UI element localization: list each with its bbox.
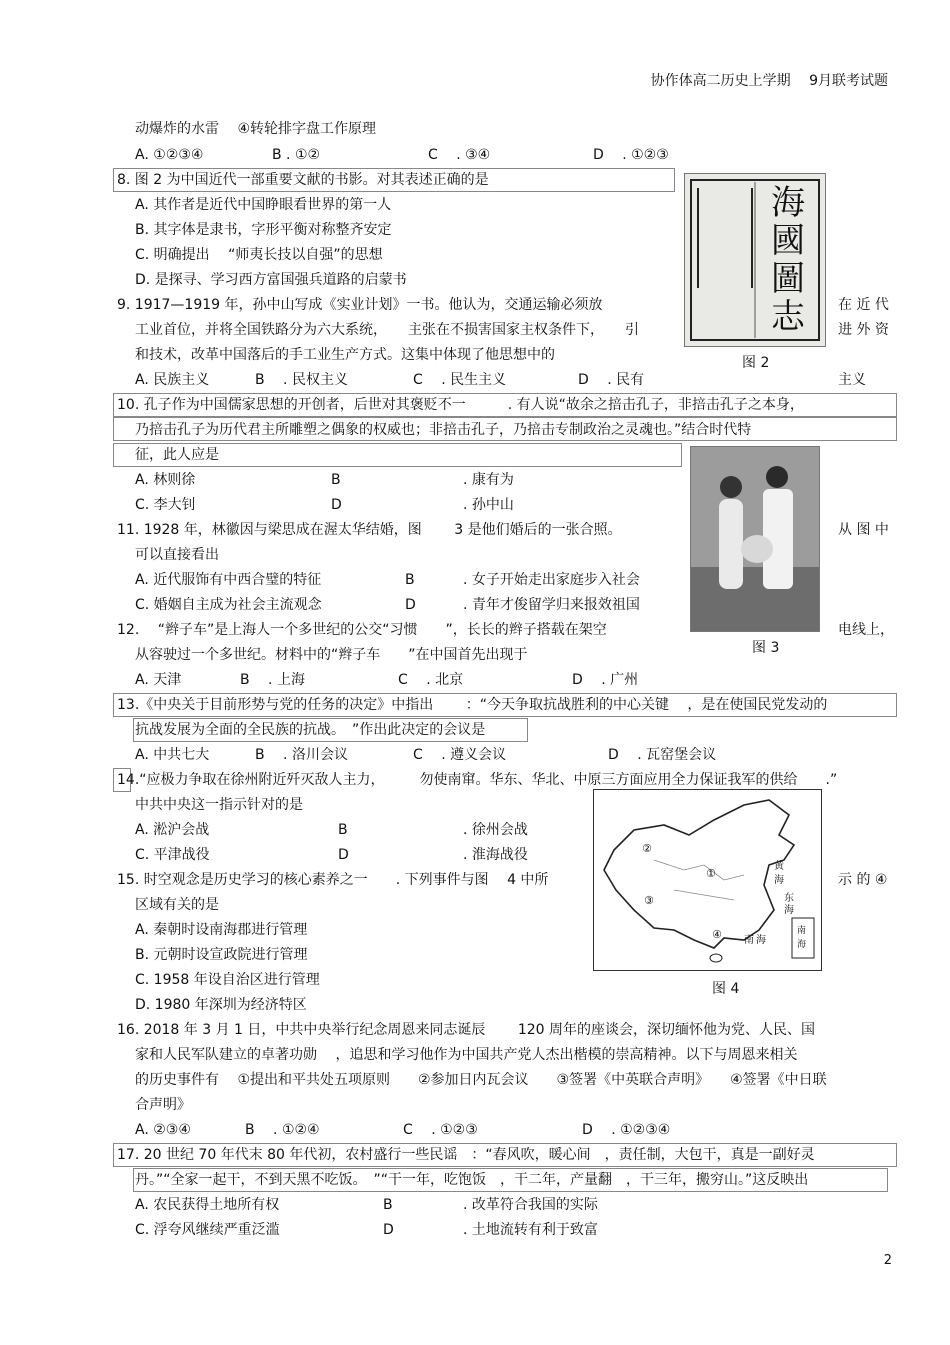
page-number: 2 [883, 1253, 892, 1268]
text-line: 合声明》 [135, 1097, 191, 1113]
text-line: B . 民权主义 [255, 372, 348, 388]
text-line: 示 的 ④ [838, 872, 888, 888]
figure-4-china-map [593, 789, 822, 971]
text-line: B [405, 572, 415, 588]
text-line: C . ①②③ [403, 1122, 478, 1138]
figure-2-caption: 图 2 [742, 355, 770, 371]
text-line: D . ①②③④ [582, 1122, 671, 1138]
text-line: 16. 2018 年 3 月 1 日，中共中央举行纪念周恩来同志诞辰 120 周年的座谈会，深切缅怀他为党、人民、国 [117, 1022, 816, 1038]
text-line: D . 民有 [578, 372, 645, 388]
text-line: 电线上， [838, 622, 894, 638]
map-marker-3: ③ [644, 894, 654, 907]
text-line: A. ②③④ [135, 1122, 191, 1138]
text-line: A. 农民获得土地所有权 [135, 1197, 280, 1213]
text-line: D. 1980 年深圳为经济特区 [135, 997, 307, 1013]
text-line: . 康有为 [463, 472, 514, 488]
text-line: 8. 图 2 为中国近代一部重要文献的书影。对其表述正确的是 [117, 172, 489, 188]
text-line: C. 浮夸风继续严重泛滥 [135, 1222, 280, 1238]
wedding-photo [691, 447, 819, 631]
figure-2-book-cover [684, 173, 826, 347]
text-line: D [338, 847, 349, 863]
sea-label-inset-2: 海 [797, 940, 807, 950]
text-line: C. 明确提出 “师夷长技以自强”的思想 [135, 247, 383, 263]
text-line: C. 李大钊 [135, 497, 196, 513]
text-line: 工业首位，并将全国铁路分为六大系统， 主张在不损害国家主权条件下， 引 [135, 322, 639, 338]
sea-label-east-1: 东 [784, 893, 794, 904]
text-line: 丹。”“全家一起干，不到天黑不吃饭。 ”“干一年，吃饱饭 ，干二年，产量翻 ，干三年，搬穷山。”这反映出 [135, 1172, 809, 1188]
text-line: D [383, 1222, 394, 1238]
text-line: B . ①② [272, 147, 321, 163]
text-line: A. 中共七大 [135, 747, 210, 763]
text-line: 在 近 代 [838, 297, 889, 313]
text-line: . 孙中山 [463, 497, 514, 513]
text-line: B . ①②④ [245, 1122, 320, 1138]
text-line: 9. 1917—1919 年，孙中山写成《实业计划》一书。他认为，交通运输必须放 [117, 297, 603, 313]
text-line: 主义 [838, 372, 866, 388]
text-line: 11. 1928 年，林徽因与梁思成在渥太华结婚，图 3 是他们婚后的一张合照。 [117, 522, 622, 538]
text-line: B . 洛川会议 [255, 747, 348, 763]
text-line: 可以直接看出 [135, 547, 219, 563]
sea-label-inset-1: 南 [797, 926, 807, 936]
text-line: . 淮海战役 [463, 847, 528, 863]
map-marker-4: ④ [712, 928, 722, 941]
text-line: A. 秦朝时设南海郡进行管理 [135, 922, 308, 938]
text-line: C. 婚姻自主成为社会主流观念 [135, 597, 322, 613]
text-line: 从 图 中 [838, 522, 889, 538]
text-line: 区域有关的是 [135, 897, 219, 913]
text-line: D . ①②③ [593, 147, 669, 163]
text-line: A. 林则徐 [135, 472, 196, 488]
text-line: A. 民族主义 [135, 372, 210, 388]
text-line: 10. 孔子作为中国儒家思想的开创者，后世对其褒贬不一 . 有人说“故余之掊击孔子，非掊击孔子之本身， [117, 397, 804, 413]
text-line: C. 1958 年设自治区进行管理 [135, 972, 320, 988]
text-line: 动爆炸的水雷 ④转轮排字盘工作原理 [135, 121, 376, 137]
text-line: B . 上海 [240, 672, 305, 688]
seal-text: 海國圖志 [771, 183, 805, 337]
figure-4-caption: 图 4 [712, 981, 740, 997]
text-line: 从容驶过一个多世纪。材料中的“辫子车 ”在中国首先出现于 [135, 647, 528, 663]
figure-3-photo [690, 446, 820, 632]
sea-label-south-1: 南 [744, 935, 754, 946]
text-line: D . 瓦窑堡会议 [608, 747, 717, 763]
text-line: A. 其作者是近代中国睁眼看世界的第一人 [135, 197, 392, 213]
text-line: C . ③④ [428, 147, 491, 163]
text-line: . 改革符合我国的实际 [463, 1197, 598, 1213]
text-line: C . 北京 [398, 672, 464, 688]
text-line: 中共中央这一指示针对的是 [135, 797, 303, 813]
text-line: A. 近代服饰有中西合璧的特征 [135, 572, 322, 588]
sea-label-yellow-2: 海 [774, 875, 784, 886]
text-line: 13.《中央关于目前形势与党的任务的决定》中指出 ：“今天争取抗战胜利的中心关键 ，是在使国民党发动的 [117, 697, 828, 713]
text-line: C . 遵义会议 [413, 747, 507, 763]
text-line: B [331, 472, 341, 488]
text-line: 家和人民军队建立的卓著功勋 ，追思和学习他作为中国共产党人杰出楷模的崇高精神。以下与周恩来相关 [135, 1047, 798, 1063]
text-line: A. 淞沪会战 [135, 822, 210, 838]
text-line: B [383, 1197, 393, 1213]
text-line: D [331, 497, 342, 513]
text-line: D [405, 597, 416, 613]
seal-text-left [697, 188, 753, 288]
text-line: B. 其字体是隶书，字形平衡对称整齐安定 [135, 222, 392, 238]
sea-label-yellow-1: 黄 [774, 861, 784, 872]
text-line: C . 民生主义 [413, 372, 507, 388]
text-line: 的历史事件有 ①提出和平共处五项原则 ②参加日内瓦会议 ③签署《中英联合声明》 ④签署《中日联 [135, 1072, 827, 1088]
text-line: . 徐州会战 [463, 822, 528, 838]
text-line: D. 是探寻、学习西方富国强兵道路的启蒙书 [135, 272, 407, 288]
text-line: C. 平津战役 [135, 847, 210, 863]
map-marker-2: ② [642, 842, 652, 855]
sea-label-east-2: 海 [784, 905, 794, 916]
text-line: . 青年才俊留学归来报效祖国 [463, 597, 640, 613]
page-header: 协作体高二历史上学期 9月联考试题 [650, 73, 888, 89]
text-line: D . 广州 [572, 672, 639, 688]
text-line: 乃掊击孔子为历代君主所雕塑之偶象的权威也；非掊击孔子，乃掊击专制政治之灵魂也。”结合时代特 [135, 422, 752, 438]
text-line: 14.“应极力争取在徐州附近歼灭敌人主力， 勿使南窜。华东、华北、中原三方面应用全力保证我军的供给 .” [117, 772, 838, 788]
text-line: . 女子开始走出家庭步入社会 [463, 572, 640, 588]
text-line: A. ①②③④ [135, 147, 204, 163]
text-line: 进 外 资 [838, 322, 889, 338]
text-line: 抗战发展为全面的全民族的抗战。 ”作出此决定的会议是 [135, 722, 486, 738]
text-line: 15. 时空观念是历史学习的核心素养之一 . 下列事件与图 4 中所 [117, 872, 549, 888]
map-marker-1: ① [706, 867, 716, 880]
text-line: 征，此人应是 [135, 447, 219, 463]
figure-3-caption: 图 3 [752, 640, 780, 656]
text-line: 12. “辫子车”是上海人一个多世纪的公交“习惯 ”，长长的辫子搭载在架空 [117, 622, 607, 638]
sea-label-south-2: 海 [756, 935, 766, 946]
text-line: A. 天津 [135, 672, 182, 688]
text-line: 和技术，改革中国落后的手工业生产方式。这集中体现了他思想中的 [135, 347, 555, 363]
text-line: 17. 20 世纪 70 年代末 80 年代初，农村盛行一些民谣 ：“春风吹，暖心间 ，责任制，大包干，真是一副好灵 [117, 1147, 815, 1163]
text-line: B [338, 822, 348, 838]
text-line: . 土地流转有利于致富 [463, 1222, 598, 1238]
text-line: B. 元朝时设宣政院进行管理 [135, 947, 308, 963]
